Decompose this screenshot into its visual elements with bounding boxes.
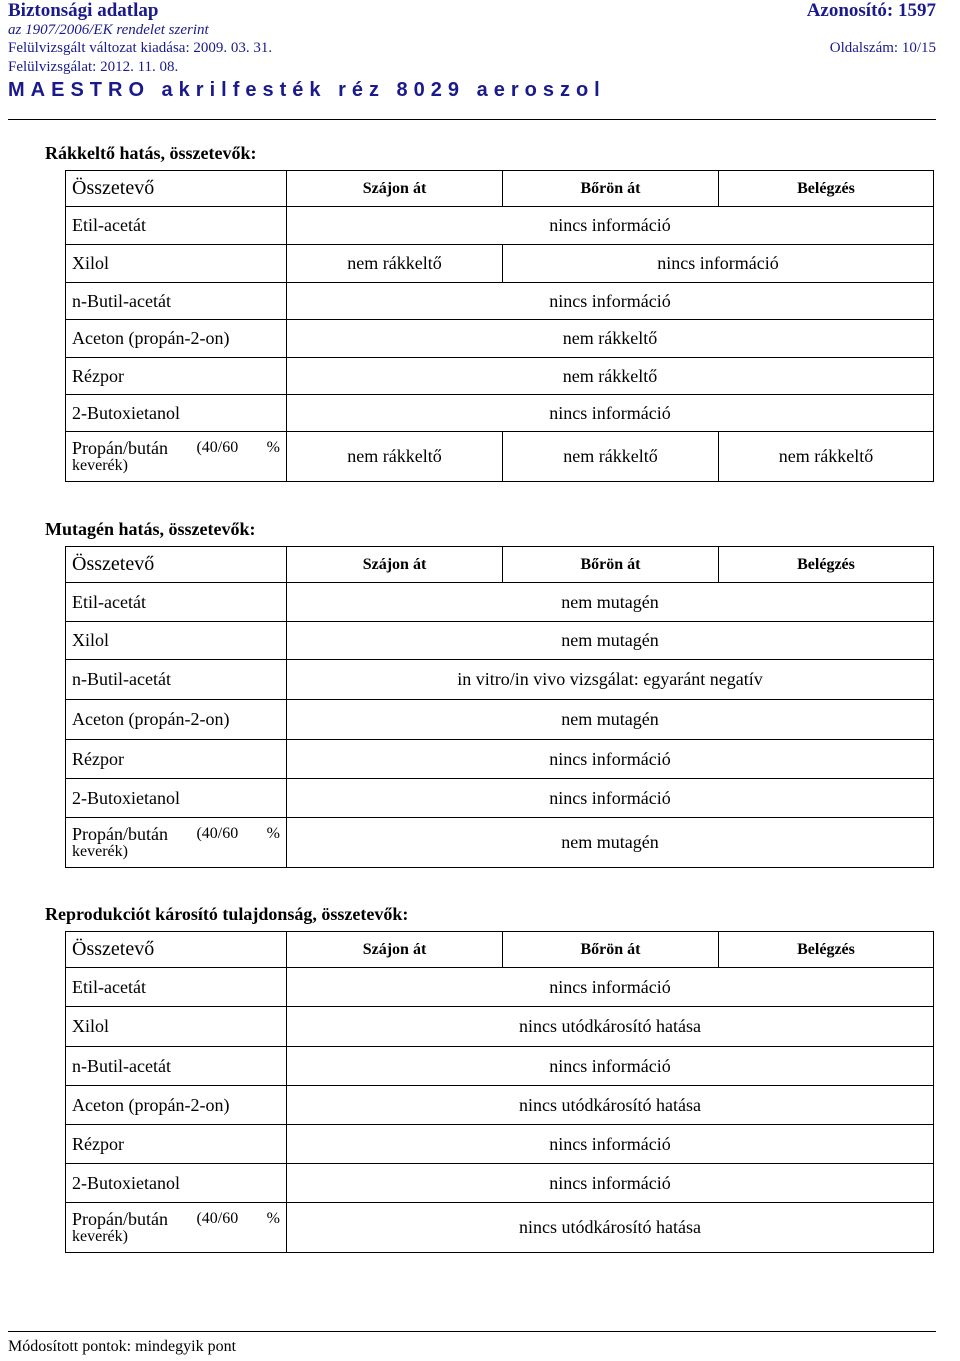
cell-value: nem mutagén [287, 818, 934, 868]
cell-oral: nem rákkeltő [287, 245, 503, 283]
cell-value: nincs információ [287, 1047, 934, 1086]
component-name: Etil-acetát [66, 207, 287, 245]
component-name: Aceton (propán-2-on) [66, 320, 287, 358]
document-title: Biztonsági adatlap [8, 0, 159, 21]
component-name-part: Propán/bután [72, 1208, 168, 1229]
component-name-part: (40/60 [196, 438, 239, 456]
component-name-part: (40/60 [196, 1209, 239, 1227]
component-name-part: Propán/bután [72, 823, 168, 844]
table-row [66, 968, 934, 1007]
revision-date: Felülvizsgálat: 2012. 11. 08. [8, 59, 179, 75]
cell-value: nem rákkeltő [287, 358, 934, 395]
table-row [66, 740, 934, 779]
cell-inhalation: nem rákkeltő [719, 432, 934, 482]
component-name-part: keverék) [72, 1227, 128, 1245]
cell-dermal: nem rákkeltő [503, 432, 719, 482]
table-row [66, 1125, 934, 1164]
cell-value: nincs utódkárosító hatása [287, 1203, 934, 1253]
component-name: n-Butil-acetát [66, 1047, 287, 1086]
mutagenic-table [65, 546, 934, 868]
component-name: 2-Butoxietanol [66, 395, 287, 432]
revision-issue: Felülvizsgált változat kiadása: 2009. 03. 31. [8, 40, 273, 56]
header-dermal: Bőrön át [503, 171, 719, 207]
component-name: Xilol [66, 622, 287, 660]
product-name: MAESTRO akrilfesték réz 8029 aeroszol [8, 79, 606, 101]
cell-value: nincs utódkárosító hatása [287, 1007, 934, 1047]
component-name: Aceton (propán-2-on) [66, 1086, 287, 1125]
document-header [8, 0, 936, 102]
carcinogenic-table [65, 170, 934, 482]
table-header-row [66, 171, 934, 207]
table-row [66, 1164, 934, 1203]
table-row [66, 818, 934, 868]
table-row [66, 1086, 934, 1125]
component-name-part: (40/60 [196, 824, 239, 842]
header-dermal: Bőrön át [503, 547, 719, 583]
header-dermal: Bőrön át [503, 932, 719, 968]
table-row [66, 583, 934, 622]
component-name-part: % [266, 1209, 280, 1227]
component-name [66, 432, 287, 482]
table-row [66, 1007, 934, 1047]
component-name: 2-Butoxietanol [66, 1164, 287, 1203]
cell-value: nincs információ [287, 283, 934, 320]
component-name-part: % [266, 438, 280, 456]
table-header-row [66, 547, 934, 583]
table-row [66, 320, 934, 358]
table-row [66, 700, 934, 740]
component-name-part: % [266, 824, 280, 842]
component-name-part: Propán/bután [72, 437, 168, 458]
carcinogenic-title: Rákkeltő hatás, összetevők: [45, 143, 257, 163]
table-row [66, 1047, 934, 1086]
cell-value: nem rákkeltő [287, 320, 934, 358]
component-name: n-Butil-acetát [66, 660, 287, 700]
document-id: Azonosító: 1597 [806, 0, 936, 21]
header-divider [8, 119, 936, 120]
table-row [66, 660, 934, 700]
component-name: Rézpor [66, 1125, 287, 1164]
table-row [66, 207, 934, 245]
cell-value: nincs információ [287, 1164, 934, 1203]
header-oral: Szájon át [287, 932, 503, 968]
component-name: Etil-acetát [66, 968, 287, 1007]
cell-value: nincs információ [503, 245, 934, 283]
component-name [66, 818, 287, 868]
cell-value: nincs információ [287, 207, 934, 245]
component-name: Rézpor [66, 740, 287, 779]
header-component: Összetevő [66, 171, 287, 207]
table-row [66, 395, 934, 432]
header-inhalation: Belégzés [719, 932, 934, 968]
cell-value: nincs információ [287, 1125, 934, 1164]
page-number: Oldalszám: 10/15 [829, 40, 936, 56]
reproductive-table [65, 931, 934, 1253]
table-row [66, 245, 934, 283]
component-name-part: keverék) [72, 842, 128, 860]
header-oral: Szájon át [287, 547, 503, 583]
table-row [66, 432, 934, 482]
table-row [66, 358, 934, 395]
header-inhalation: Belégzés [719, 171, 934, 207]
table-header-row [66, 932, 934, 968]
mutagenic-title: Mutagén hatás, összetevők: [45, 519, 256, 539]
component-name: Rézpor [66, 358, 287, 395]
component-name: Aceton (propán-2-on) [66, 700, 287, 740]
component-name: n-Butil-acetát [66, 283, 287, 320]
header-oral: Szájon át [287, 171, 503, 207]
cell-value: nincs információ [287, 740, 934, 779]
cell-value: nincs információ [287, 968, 934, 1007]
component-name: Etil-acetát [66, 583, 287, 622]
reproductive-title: Reprodukciót károsító tulajdonság, összetevők: [45, 904, 409, 924]
component-name: 2-Butoxietanol [66, 779, 287, 818]
header-inhalation: Belégzés [719, 547, 934, 583]
table-row [66, 1203, 934, 1253]
cell-value: nem mutagén [287, 622, 934, 660]
cell-oral: nem rákkeltő [287, 432, 503, 482]
cell-value: nincs információ [287, 779, 934, 818]
table-row [66, 283, 934, 320]
cell-value: nem mutagén [287, 583, 934, 622]
cell-value: in vitro/in vivo vizsgálat: egyaránt negatív [287, 660, 934, 700]
footer-divider [8, 1331, 936, 1332]
header-component: Összetevő [66, 932, 287, 968]
component-name: Xilol [66, 1007, 287, 1047]
cell-value: nincs információ [287, 395, 934, 432]
cell-value: nem mutagén [287, 700, 934, 740]
component-name-part: keverék) [72, 456, 128, 474]
table-row [66, 779, 934, 818]
table-row [66, 622, 934, 660]
regulation-line: az 1907/2006/EK rendelet szerint [8, 22, 209, 38]
component-name: Xilol [66, 245, 287, 283]
header-component: Összetevő [66, 547, 287, 583]
footer-note: Módosított pontok: mindegyik pont [8, 1338, 237, 1355]
cell-value: nincs utódkárosító hatása [287, 1086, 934, 1125]
component-name [66, 1203, 287, 1253]
